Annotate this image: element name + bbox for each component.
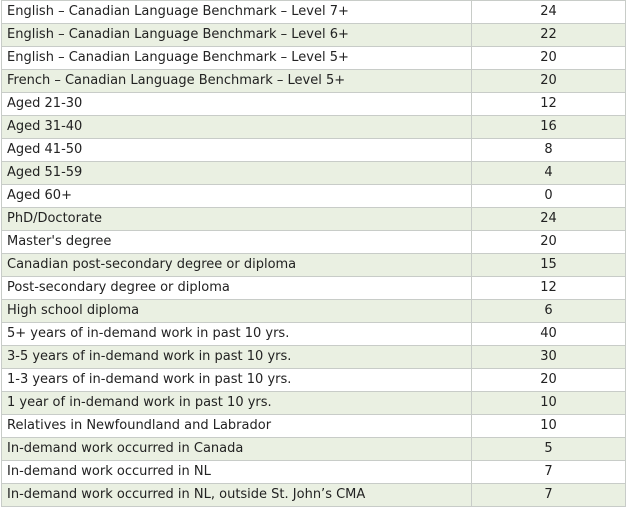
- criteria-cell: PhD/Doctorate: [2, 208, 472, 231]
- table-row: [2, 116, 626, 139]
- criteria-cell: In-demand work occurred in NL, outside St. John’s CMA: [2, 484, 472, 507]
- table-row: [2, 24, 626, 47]
- points-table: [1, 0, 626, 507]
- criteria-cell: English – Canadian Language Benchmark – Level 6+: [2, 24, 472, 47]
- criteria-cell: English – Canadian Language Benchmark – Level 7+: [2, 1, 472, 24]
- criteria-cell: Canadian post-secondary degree or diploma: [2, 254, 472, 277]
- points-cell: 8: [472, 139, 626, 162]
- points-cell: 16: [472, 116, 626, 139]
- table-row: [2, 415, 626, 438]
- points-cell: 40: [472, 323, 626, 346]
- table-row: [2, 438, 626, 461]
- points-cell: 24: [472, 1, 626, 24]
- points-cell: 4: [472, 162, 626, 185]
- table-row: [2, 300, 626, 323]
- points-cell: 24: [472, 208, 626, 231]
- criteria-cell: Aged 41-50: [2, 139, 472, 162]
- points-cell: 20: [472, 47, 626, 70]
- table-row: [2, 162, 626, 185]
- table-row: [2, 392, 626, 415]
- points-cell: 20: [472, 70, 626, 93]
- criteria-cell: In-demand work occurred in Canada: [2, 438, 472, 461]
- criteria-cell: 5+ years of in-demand work in past 10 yrs.: [2, 323, 472, 346]
- criteria-cell: High school diploma: [2, 300, 472, 323]
- criteria-cell: Aged 60+: [2, 185, 472, 208]
- table-row: [2, 1, 626, 24]
- criteria-cell: Aged 31-40: [2, 116, 472, 139]
- points-cell: 20: [472, 231, 626, 254]
- criteria-cell: French – Canadian Language Benchmark – Level 5+: [2, 70, 472, 93]
- points-cell: 22: [472, 24, 626, 47]
- points-cell: 15: [472, 254, 626, 277]
- criteria-cell: Post-secondary degree or diploma: [2, 277, 472, 300]
- points-cell: 30: [472, 346, 626, 369]
- points-cell: 10: [472, 415, 626, 438]
- points-cell: 6: [472, 300, 626, 323]
- points-cell: 7: [472, 484, 626, 507]
- table-row: [2, 208, 626, 231]
- table-row: [2, 139, 626, 162]
- table-row: [2, 369, 626, 392]
- points-cell: 12: [472, 277, 626, 300]
- table-row: [2, 461, 626, 484]
- table-row: [2, 277, 626, 300]
- points-table-body: [2, 1, 626, 507]
- criteria-cell: 1 year of in-demand work in past 10 yrs.: [2, 392, 472, 415]
- criteria-cell: Aged 51-59: [2, 162, 472, 185]
- table-row: [2, 93, 626, 116]
- table-row: [2, 70, 626, 93]
- criteria-cell: English – Canadian Language Benchmark – Level 5+: [2, 47, 472, 70]
- table-row: [2, 231, 626, 254]
- table-row: [2, 254, 626, 277]
- criteria-cell: Aged 21-30: [2, 93, 472, 116]
- points-cell: 12: [472, 93, 626, 116]
- table-row: [2, 185, 626, 208]
- points-cell: 5: [472, 438, 626, 461]
- table-row: [2, 47, 626, 70]
- points-cell: 7: [472, 461, 626, 484]
- criteria-cell: 1-3 years of in-demand work in past 10 yrs.: [2, 369, 472, 392]
- criteria-cell: 3-5 years of in-demand work in past 10 yrs.: [2, 346, 472, 369]
- criteria-cell: Master's degree: [2, 231, 472, 254]
- points-cell: 10: [472, 392, 626, 415]
- points-cell: 0: [472, 185, 626, 208]
- criteria-cell: In-demand work occurred in NL: [2, 461, 472, 484]
- table-row: [2, 323, 626, 346]
- criteria-cell: Relatives in Newfoundland and Labrador: [2, 415, 472, 438]
- table-row: [2, 346, 626, 369]
- table-row: [2, 484, 626, 507]
- points-cell: 20: [472, 369, 626, 392]
